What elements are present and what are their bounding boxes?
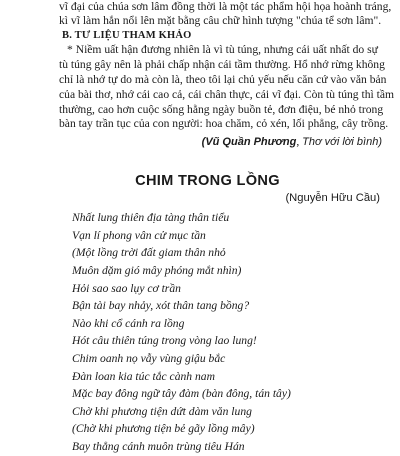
poem-line: Muôn dặm gió mây phóng mắt nhìn) <box>72 263 242 277</box>
poem-title: CHIM TRONG LỒNG <box>135 173 280 190</box>
citation-author: (Vũ Quần Phương <box>201 136 297 149</box>
reference-line: bàn tay trần tục của con người: hoa chăm, cỏ xén, lối phẳng, cây trồng. <box>59 117 389 131</box>
poem-line: Mặc bay đông ngữ tây đàm (bàn đông, tán tây) <box>72 387 291 401</box>
poem-line: Hỏi sao sao lụy cơ trần <box>72 281 181 295</box>
poem-line: Bận tài bay nhảy, xót thân tang bồng? <box>72 299 250 313</box>
paragraph-line: kì vĩ làm hắn nổi lên mặt bằng câu chữ hình tượng "chúa tể sơn lâm". <box>59 14 382 28</box>
poem-line: Chờ khi phương tiện dứt dàm văn lung <box>72 404 252 418</box>
poem-line: Đàn loan kia túc tắc cành nam <box>72 369 215 383</box>
poem-line: Nhất lung thiên địa tàng thân tiểu <box>72 211 230 225</box>
poem-line: Bay thẳng cánh muôn trùng tiêu Hán <box>72 439 245 453</box>
poem-line: Hót câu thiên túng trong vòng lao lung! <box>72 334 257 348</box>
reference-line: * Niềm uất hận đương nhiên là vì tù túng, nhưng cái uất nhất do sự <box>67 43 378 57</box>
citation-separator: , <box>296 135 303 149</box>
poem-line: Vạn lí phong vân cử mục tần <box>72 228 206 242</box>
poem-body <box>59 209 386 455</box>
poem-line: (Một lồng trời đất giam thân nhỏ <box>72 246 226 260</box>
continuation-paragraph <box>59 0 392 28</box>
citation-work: Thơ với lời bình) <box>302 136 382 149</box>
poem-line: (Chờ khi phương tiện bẻ gãy lồng mây) <box>72 422 255 436</box>
reference-line: thường, cao hơn cuộc sống hằng ngày buồn tẻ, đơn điệu, bé nhỏ trong <box>59 102 384 116</box>
reference-line: tù túng gây nên là phải chấp nhận cái tầm thường. Hổ nhớ rừng không <box>59 58 385 72</box>
reference-line: chỉ là nhớ tự do mà còn là, theo tôi lại chủ yếu nếu căn cứ vào văn bản <box>59 73 387 86</box>
citation <box>59 134 386 150</box>
poem-line: Chim oanh nọ vẫy vùng giậu bắc <box>72 351 226 365</box>
section-heading: B. TƯ LIỆU THAM KHẢO <box>62 30 192 42</box>
paragraph-line: vĩ đại của chúa sơn lâm đồng thời là một tác phẩm hội họa hoành tráng, <box>59 0 392 13</box>
reference-quote <box>59 43 395 132</box>
poem-line: Nào khi cổ cánh ra lồng <box>72 316 185 330</box>
poem-author: (Nguyễn Hữu Cầu) <box>285 192 380 205</box>
reference-line: của bài thơ, nhớ cái cao cả, cái chân thực, cái vĩ đại. Còn tù túng thì tầm <box>59 87 395 101</box>
